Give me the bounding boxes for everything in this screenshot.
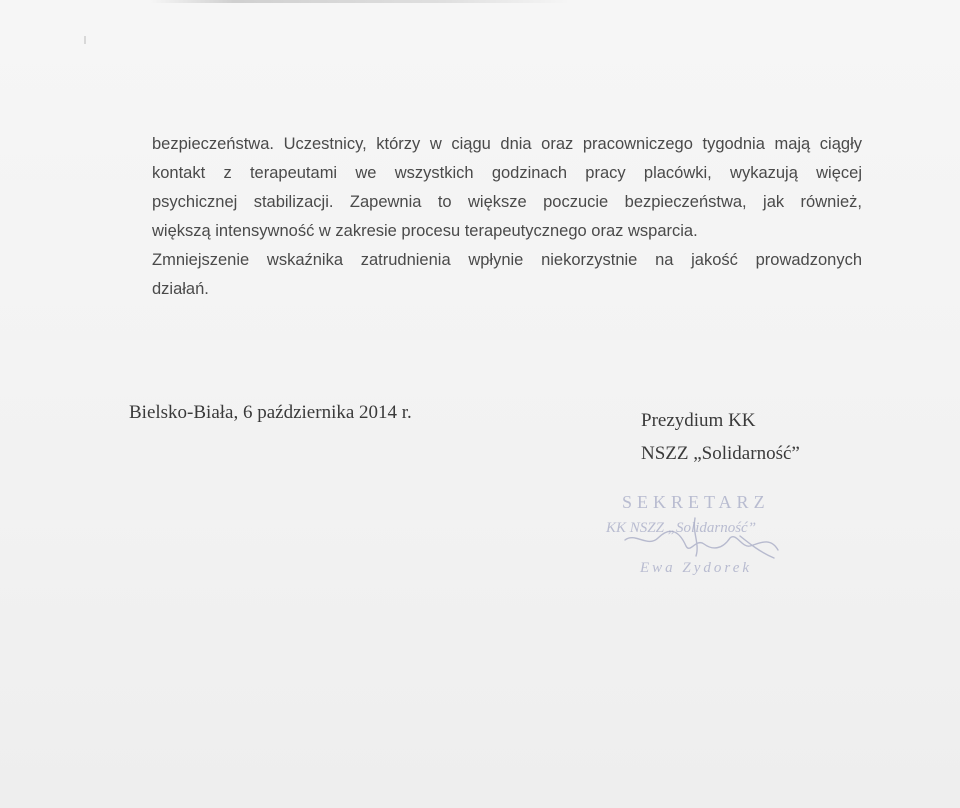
secretary-stamp-with-signature — [600, 488, 810, 588]
stamp-person-name: Ewa Zydorek — [640, 560, 753, 576]
stamp-title: SEKRETARZ — [622, 492, 770, 512]
body-line: kontakt z terapeutami we wszystkich godzinach pracy placówki, wykazują więcej — [152, 164, 862, 182]
scan-artifact-mark — [84, 36, 86, 44]
stamp-organization: KK NSZZ „Solidarność” — [606, 520, 757, 536]
signatory-block — [641, 404, 800, 470]
body-line: działań. — [152, 280, 209, 298]
body-line: bezpieczeństwa. Uczestnicy, którzy w ciągu dnia oraz pracowniczego tygodnia mają ciągły — [152, 135, 862, 153]
body-line: większą intensywność w zakresie procesu terapeutycznego oraz wsparcia. — [152, 222, 698, 240]
place-and-date: Bielsko-Biała, 6 października 2014 r. — [129, 402, 412, 423]
stamp-impression — [605, 492, 770, 576]
body-line: Zmniejszenie wskaźnika zatrudnienia wpłynie niekorzystnie na jakość prowadzonych — [152, 251, 862, 269]
signatory-line-2: NSZZ „Solidarność” — [641, 443, 800, 464]
body-paragraph — [152, 130, 862, 304]
body-line: psychicznej stabilizacji. Zapewnia to większe poczucie bezpieczeństwa, jak również, — [152, 193, 862, 211]
signatory-line-1: Prezydium KK — [641, 410, 756, 431]
scan-artifact-top — [150, 0, 570, 3]
